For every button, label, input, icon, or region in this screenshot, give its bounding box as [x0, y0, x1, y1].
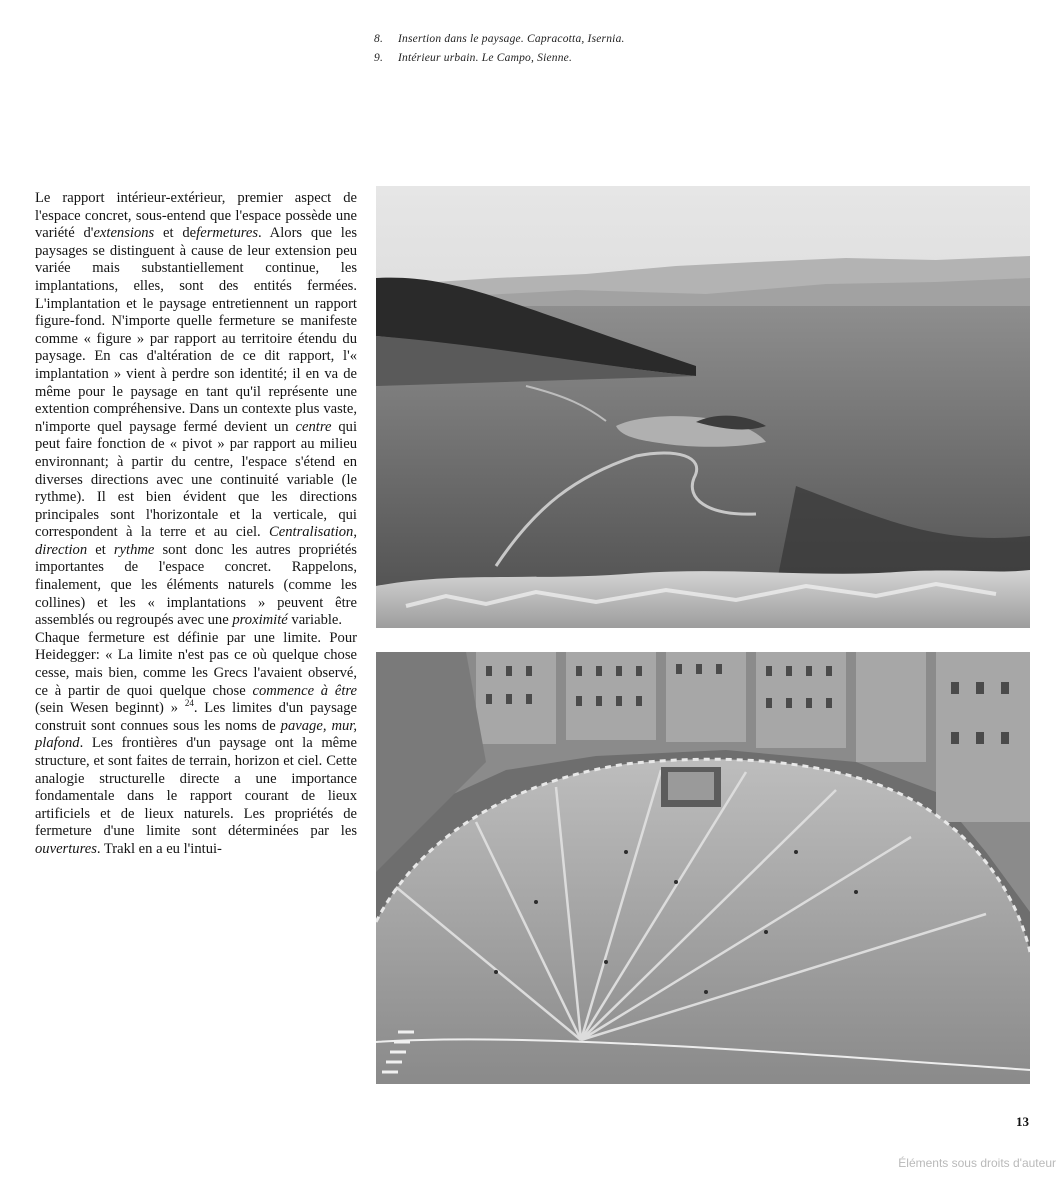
figure-captions: [374, 30, 625, 68]
piazza-illustration: [376, 652, 1030, 1084]
text-run: et de: [154, 225, 197, 242]
text-run: . Les limites d'un paysage construit sont connues sous les noms de: [35, 700, 358, 734]
caption-number: 8.: [374, 33, 384, 45]
text-run: et: [87, 541, 114, 558]
emphasis: Centralisation: [269, 524, 354, 541]
page-number: 13: [1016, 1114, 1029, 1129]
caption-9: [374, 49, 625, 68]
text-run: sont donc les autres propriétés importantes de l'espace concret. Rappelons, finalement, que les éléments naturels (comme les collines) et les « implantations » peuvent être assemblés ou regroupés avec une: [35, 541, 357, 629]
emphasis: direction: [35, 541, 88, 558]
text-run: . Alors que les paysages se distinguent à cause de leur extension peu variée mais substantiellement continue, les implantations, elles, sont des entités fermées. L'implantation et le paysage entretiennent un rapport figure-fond. N'importe quelle fermeture se manifeste comme « figure » par rapport au territoire étendu du paysage. En cas d'altération de ce dit rapport, l'« implantation » vient à perdre son identité; il en va de même pour le paysage en tant qu'il représente une extention compréhensive. Dans un contexte plus vaste, n'importe quel paysage fermé devient un: [35, 225, 357, 435]
caption-text: Insertion dans le paysage. Capracotta, Isernia.: [398, 33, 625, 45]
text-run: ,: [353, 524, 357, 541]
emphasis: pavage, mur, plafond: [35, 717, 357, 752]
emphasis: extensions: [93, 225, 155, 242]
caption-8: [374, 30, 625, 49]
emphasis: commence à être: [252, 682, 358, 699]
landscape-illustration: [376, 186, 1030, 628]
emphasis: proximité: [232, 612, 288, 629]
landscape-photo: [376, 186, 1030, 628]
text-run: . Les frontières d'un paysage ont la même structure, et sont faites de terrain, horizon et ciel. Cette analogie structurelle directe a une importance fondamentale dans le rapport courant de lieux artificiels et de lieux naturels. Les propriétés de fermeture d'une limite sont déterminées par les: [35, 735, 357, 840]
caption-number: 9.: [374, 52, 384, 64]
paragraph-2: [35, 630, 357, 857]
emphasis: rythme: [113, 541, 155, 558]
caption-text: Intérieur urbain. Le Campo, Sienne.: [398, 52, 573, 64]
footnote-ref[interactable]: 24: [184, 698, 194, 709]
body-text-column: [35, 190, 357, 859]
paragraph-1: [35, 190, 357, 628]
emphasis: centre: [295, 418, 332, 435]
emphasis: ouvertures: [35, 840, 97, 857]
text-run: qui peut faire fonction de « pivot » par rapport au milieu environnant; à partir du centre, l'espace s'étend en diverses directions avec une continuité variable (le rythme). Il est bien évident que les directions principales sont l'horizontale et la verticale, qui correspondent à la terre et au ciel.: [35, 418, 357, 541]
piazza-photo: [376, 652, 1030, 1084]
text-run: Chaque fermeture est définie par une limite. Pour Heidegger: « La limite n'est pas ce où quelque chose cesse, mais bien, comme les Grecs l'avaient observé, ce à partir de quoi quelque chose: [35, 629, 357, 699]
emphasis: fermetures: [196, 225, 259, 242]
text-run: . Trakl en a eu l'intui-: [96, 840, 222, 857]
text-run: variable.: [287, 612, 343, 629]
copyright-watermark: Éléments sous droits d'auteur: [898, 1156, 1056, 1170]
text-run: Le rapport intérieur-extérieur, premier aspect de l'espace concret, sous-entend que l'espace possède une variété d': [35, 190, 357, 242]
text-run: (sein Wesen beginnt) »: [35, 700, 185, 717]
